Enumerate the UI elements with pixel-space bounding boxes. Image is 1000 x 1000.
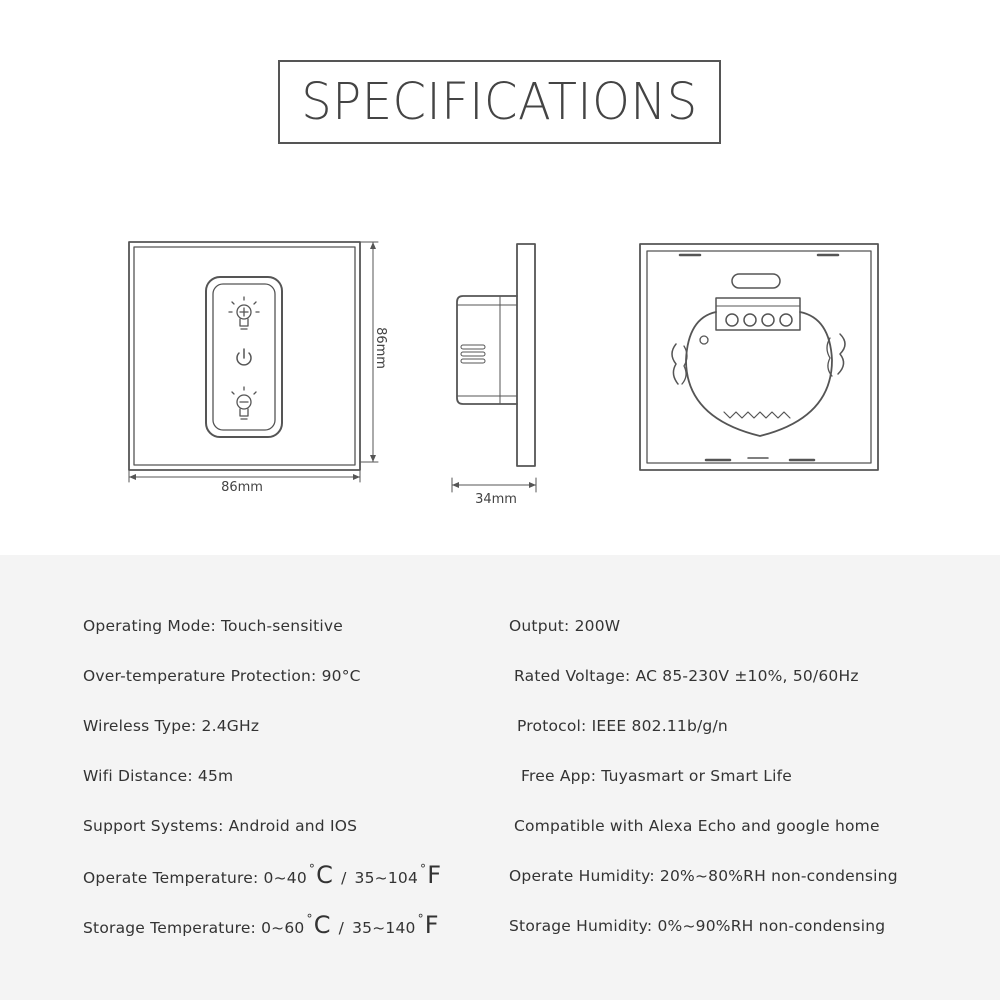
spec-over-temperature — [83, 667, 361, 685]
spec-operate-temperature — [83, 861, 441, 889]
fahrenheit-unit: F — [424, 911, 439, 939]
dimension-drawing — [0, 150, 1000, 555]
title-box — [278, 60, 721, 144]
spec-value: Compatible with Alexa Echo and google home — [514, 817, 880, 835]
spec-label: Over-temperature Protection: — [83, 667, 322, 685]
spec-value: Android and IOS — [228, 817, 358, 835]
spec-value: 0%~90%RH non-condensing — [657, 917, 886, 935]
spec-wifi-distance — [83, 767, 233, 785]
spec-label: Operating Mode: — [83, 617, 221, 635]
brightness-down-icon — [232, 387, 256, 419]
spec-value: Touch-sensitive — [221, 617, 343, 635]
spec-label: Protocol: — [517, 717, 592, 735]
temp-range — [264, 861, 442, 889]
spec-label: Rated Voltage: — [514, 667, 636, 685]
fahrenheit-range: 35~104 — [354, 869, 419, 887]
degree-symbol: ° — [420, 862, 427, 876]
degree-symbol: ° — [308, 862, 316, 876]
spec-value: IEEE 802.11b/g/n — [591, 717, 728, 735]
spec-value: AC 85-230V ±10%, 50/60Hz — [635, 667, 859, 685]
side-depth-label: 34mm — [475, 492, 517, 507]
specs-section — [0, 555, 1000, 1000]
spec-label: Wireless Type: — [83, 717, 202, 735]
spec-storage-temperature — [83, 911, 439, 939]
fahrenheit-range: 35~140 — [352, 919, 416, 937]
spec-label: Operate Temperature: — [83, 869, 264, 887]
spec-operate-humidity — [509, 867, 898, 885]
celsius-unit: C — [313, 911, 331, 939]
spec-label: Output: — [509, 617, 575, 635]
spec-label: Storage Temperature: — [83, 919, 262, 937]
front-view — [129, 242, 360, 470]
spec-value: 200W — [574, 617, 621, 635]
front-height-label: 86mm — [373, 327, 388, 369]
back-panel-inner — [647, 251, 871, 463]
side-view — [457, 244, 535, 466]
fahrenheit-unit: F — [427, 861, 442, 889]
spec-compatibility — [514, 817, 880, 835]
side-depth-dimension — [452, 478, 536, 492]
page-title: SPECIFICATIONS — [301, 72, 698, 132]
spec-value: 90°C — [321, 667, 361, 685]
spec-label: Operate Humidity: — [509, 867, 660, 885]
celsius-range: 0~60 — [261, 919, 305, 937]
spec-label: Free App: — [521, 767, 602, 785]
spec-operating-mode — [83, 617, 343, 635]
spec-value: Tuyasmart or Smart Life — [601, 767, 793, 785]
side-plate — [517, 244, 535, 466]
spec-output — [509, 617, 620, 635]
spec-free-app — [521, 767, 792, 785]
celsius-unit: C — [316, 861, 334, 889]
degree-symbol: ° — [306, 912, 313, 926]
spec-storage-humidity — [509, 917, 885, 935]
spec-value: 2.4GHz — [201, 717, 260, 735]
separator: / — [338, 919, 345, 937]
spec-wireless-type — [83, 717, 259, 735]
celsius-range: 0~40 — [263, 869, 307, 887]
spec-label: Support Systems: — [83, 817, 229, 835]
degree-symbol: ° — [417, 912, 424, 926]
spec-label: Storage Humidity: — [509, 917, 658, 935]
spec-rated-voltage — [514, 667, 859, 685]
spec-value: 20%~80%RH non-condensing — [659, 867, 898, 885]
spec-support-systems — [83, 817, 357, 835]
temp-range — [261, 911, 439, 939]
side-body — [457, 296, 517, 404]
brightness-up-icon — [229, 297, 259, 329]
power-icon — [237, 349, 251, 365]
front-width-label: 86mm — [221, 480, 263, 495]
separator: / — [341, 869, 347, 887]
back-view — [640, 244, 878, 470]
spec-protocol — [517, 717, 728, 735]
spec-label: Wifi Distance: — [83, 767, 198, 785]
spec-value: 45m — [197, 767, 234, 785]
